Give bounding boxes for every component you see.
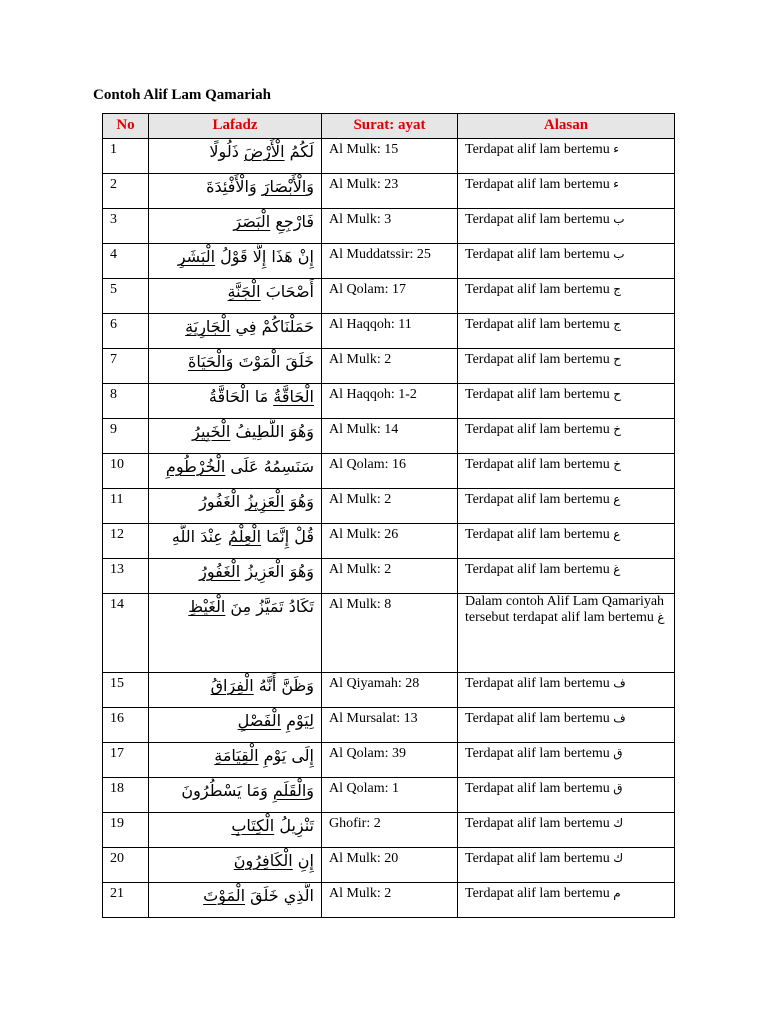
cell-alasan (458, 279, 675, 314)
alasan-letter: ع (613, 527, 621, 541)
lafadz-pre: وَهُوَ اللَّطِيفُ (230, 422, 314, 441)
lafadz-pre: إِنْ هَذَا إِلَّا قَوْلُ (215, 247, 314, 266)
alasan-text: Terdapat alif lam bertemu (465, 387, 610, 402)
lafadz-highlight: الْأَرْضَ (243, 142, 285, 161)
cell-alasan (458, 314, 675, 349)
lafadz-highlight: الْأَبْصَارَ (261, 177, 307, 196)
alasan-letter: م (613, 886, 621, 900)
cell-no: 10 (103, 454, 149, 489)
alasan-letter: ف (613, 676, 626, 690)
table-row (103, 883, 675, 918)
cell-no: 1 (103, 139, 149, 174)
alasan-text: Terdapat alif lam bertemu (465, 422, 610, 437)
lafadz-pre: وَ (306, 781, 314, 800)
table-row (103, 454, 675, 489)
table-row (103, 314, 675, 349)
alasan-letter: ح (613, 352, 622, 366)
table-row (103, 594, 675, 673)
cell-lafadz (149, 209, 322, 244)
cell-alasan (458, 419, 675, 454)
cell-surat: Al Qolam: 1 (322, 778, 458, 813)
lafadz-pre: الَّذِي خَلَقَ (245, 886, 314, 905)
alasan-text: Terdapat alif lam bertemu (465, 492, 610, 507)
lafadz-post: الْغَفُورُ (199, 492, 246, 511)
lafadz-highlight: الْقِيَامَةِ (214, 746, 259, 765)
lafadz-highlight: الْعِلْمُ (228, 527, 262, 546)
lafadz-highlight: الْحَاقَّةُ (273, 387, 314, 406)
cell-no: 7 (103, 349, 149, 384)
cell-lafadz (149, 314, 322, 349)
lafadz-highlight: الْكَافِرُونَ (233, 851, 293, 870)
table-row (103, 524, 675, 559)
lafadz-pre: لَكُمُ (284, 142, 314, 161)
cell-alasan (458, 778, 675, 813)
lafadz-pre: تَنْزِيلُ (274, 816, 314, 835)
cell-lafadz (149, 883, 322, 918)
cell-alasan (458, 209, 675, 244)
alasan-text: Terdapat alif lam bertemu (465, 212, 610, 227)
header-alasan: Alasan (458, 114, 675, 139)
alasan-letter: ك (613, 851, 624, 865)
cell-lafadz (149, 174, 322, 209)
table-row (103, 743, 675, 778)
cell-lafadz (149, 524, 322, 559)
alasan-text: Terdapat alif lam bertemu (465, 711, 610, 726)
examples-table (102, 113, 675, 918)
alasan-text: Terdapat alif lam bertemu (465, 352, 610, 367)
lafadz-highlight: الْفَصْلِ (237, 711, 282, 730)
cell-lafadz (149, 279, 322, 314)
lafadz-post: وَمَا يَسْطُرُونَ (181, 781, 273, 800)
cell-alasan (458, 594, 675, 673)
header-surat: Surat: ayat (322, 114, 458, 139)
cell-surat: Al Haqqoh: 11 (322, 314, 458, 349)
lafadz-pre: خَلَقَ الْمَوْتَ وَ (225, 352, 314, 371)
cell-no: 14 (103, 594, 149, 673)
cell-no: 13 (103, 559, 149, 594)
alasan-letter: ج (613, 282, 622, 296)
cell-alasan (458, 883, 675, 918)
cell-alasan (458, 848, 675, 883)
cell-alasan (458, 559, 675, 594)
cell-no: 16 (103, 708, 149, 743)
cell-no: 4 (103, 244, 149, 279)
cell-surat: Al Mursalat: 13 (322, 708, 458, 743)
cell-lafadz (149, 384, 322, 419)
lafadz-highlight: الْفِرَاقُ (210, 676, 254, 695)
table-row (103, 419, 675, 454)
cell-lafadz (149, 813, 322, 848)
alasan-text: Terdapat alif lam bertemu (465, 282, 610, 297)
lafadz-highlight: الْكِتَابِ (231, 816, 275, 835)
header-no: No (103, 114, 149, 139)
alasan-letter: ب (613, 247, 625, 261)
alasan-letter: ق (613, 746, 623, 760)
table-row (103, 673, 675, 708)
cell-no: 5 (103, 279, 149, 314)
alasan-text: Terdapat alif lam bertemu (465, 527, 610, 542)
lafadz-pre: تَكَادُ تَمَيَّزُ مِنَ (225, 597, 314, 616)
cell-surat: Al Mulk: 26 (322, 524, 458, 559)
cell-surat: Al Mulk: 2 (322, 489, 458, 524)
cell-lafadz (149, 139, 322, 174)
lafadz-highlight: الْغَيْظِ (188, 597, 226, 616)
lafadz-pre: لِيَوْمِ (281, 711, 314, 730)
cell-alasan (458, 673, 675, 708)
lafadz-post: ذَلُولًا (209, 142, 244, 161)
cell-lafadz (149, 673, 322, 708)
alasan-text: Terdapat alif lam bertemu (465, 746, 610, 761)
cell-surat: Ghofir: 2 (322, 813, 458, 848)
alasan-text: Terdapat alif lam bertemu (465, 886, 610, 901)
alasan-letter: غ (613, 562, 621, 576)
lafadz-pre: إِنِ (292, 851, 314, 870)
alasan-text: Terdapat alif lam bertemu (465, 781, 610, 796)
alasan-text: Terdapat alif lam bertemu (465, 142, 610, 157)
lafadz-pre: قُلْ إِنَّمَا (261, 527, 314, 546)
cell-alasan (458, 139, 675, 174)
lafadz-pre: حَمَلْنَاكُمْ فِي (230, 317, 314, 336)
cell-surat: Al Mulk: 23 (322, 174, 458, 209)
alasan-text: Terdapat alif lam bertemu (465, 317, 610, 332)
document-title: Contoh Alif Lam Qamariah (93, 87, 271, 103)
cell-surat: Al Mulk: 2 (322, 883, 458, 918)
cell-lafadz (149, 743, 322, 778)
alasan-letter: ح (613, 387, 622, 401)
lafadz-post: مَا الْحَاقَّةُ (208, 387, 274, 406)
table-row (103, 384, 675, 419)
cell-no: 8 (103, 384, 149, 419)
lafadz-highlight: الْحَيَاةَ (187, 352, 226, 371)
lafadz-pre: وَظَنَّ أَنَّهُ (253, 676, 314, 695)
cell-no: 15 (103, 673, 149, 708)
lafadz-pre: أَصْحَابَ (260, 282, 314, 301)
cell-surat: Al Mulk: 14 (322, 419, 458, 454)
cell-alasan (458, 489, 675, 524)
alasan-letter: ك (613, 816, 624, 830)
cell-alasan (458, 813, 675, 848)
alasan-letter: خ (613, 457, 622, 471)
cell-surat: Al Mulk: 3 (322, 209, 458, 244)
cell-surat: Al Mulk: 20 (322, 848, 458, 883)
cell-surat: Al Mulk: 15 (322, 139, 458, 174)
cell-alasan (458, 174, 675, 209)
alasan-text: Terdapat alif lam bertemu (465, 177, 610, 192)
cell-surat: Al Qiyamah: 28 (322, 673, 458, 708)
table-header-row (103, 114, 675, 139)
table-row (103, 244, 675, 279)
alasan-text: Terdapat alif lam bertemu (465, 676, 610, 691)
alasan-text: Terdapat alif lam bertemu (465, 457, 610, 472)
cell-no: 3 (103, 209, 149, 244)
table-row (103, 813, 675, 848)
lafadz-highlight: الْغَفُورُ (199, 562, 241, 581)
cell-no: 12 (103, 524, 149, 559)
alasan-letter: خ (613, 422, 622, 436)
cell-surat: Al Mulk: 8 (322, 594, 458, 673)
alasan-letter: ع (613, 492, 621, 506)
cell-surat: Al Mulk: 2 (322, 349, 458, 384)
table-body (103, 139, 675, 918)
table-row (103, 139, 675, 174)
cell-lafadz (149, 454, 322, 489)
cell-surat: Al Muddatssir: 25 (322, 244, 458, 279)
cell-surat: Al Qolam: 17 (322, 279, 458, 314)
cell-lafadz (149, 594, 322, 673)
lafadz-highlight: الْبَشَرِ (177, 247, 216, 266)
lafadz-pre: وَهُوَ (284, 492, 314, 511)
cell-alasan (458, 349, 675, 384)
table-row (103, 209, 675, 244)
cell-alasan (458, 743, 675, 778)
lafadz-post: عِنْدَ اللَّهِ (171, 527, 229, 546)
lafadz-highlight: الْجَارِيَةِ (185, 317, 231, 336)
cell-no: 9 (103, 419, 149, 454)
table-row (103, 778, 675, 813)
lafadz-pre: سَنَسِمُهُ عَلَى (225, 457, 314, 476)
alasan-letter: ف (613, 711, 626, 725)
cell-no: 17 (103, 743, 149, 778)
lafadz-post: وَالْأَفْئِدَةَ (206, 177, 262, 196)
cell-no: 20 (103, 848, 149, 883)
cell-no: 19 (103, 813, 149, 848)
alasan-letter: ق (613, 781, 623, 795)
alasan-letter: ب (613, 212, 625, 226)
cell-lafadz (149, 848, 322, 883)
lafadz-pre: إِلَى يَوْمِ (258, 746, 314, 765)
table-row (103, 279, 675, 314)
alasan-letter: ء (613, 177, 619, 191)
lafadz-pre: فَارْجِعِ (270, 212, 314, 231)
cell-alasan (458, 244, 675, 279)
alasan-text: Terdapat alif lam bertemu (465, 562, 610, 577)
lafadz-pre: وَهُوَ الْعَزِيزُ (240, 562, 314, 581)
alasan-letter: ء (613, 142, 619, 156)
table-row (103, 708, 675, 743)
alasan-text: Terdapat alif lam bertemu (465, 851, 610, 866)
alasan-text: Terdapat alif lam bertemu (465, 247, 610, 262)
alasan-text: Dalam contoh Alif Lam Qamariyah tersebut terdapat alif lam bertemu (465, 594, 665, 626)
cell-no: 11 (103, 489, 149, 524)
cell-alasan (458, 708, 675, 743)
cell-lafadz (149, 349, 322, 384)
table-row (103, 174, 675, 209)
cell-no: 21 (103, 883, 149, 918)
alasan-letter: ج (613, 317, 622, 331)
cell-surat: Al Mulk: 2 (322, 559, 458, 594)
cell-lafadz (149, 489, 322, 524)
cell-lafadz (149, 778, 322, 813)
lafadz-highlight: الْعَزِيزُ (245, 492, 285, 511)
cell-lafadz (149, 559, 322, 594)
lafadz-highlight: الْمَوْتَ (203, 886, 246, 905)
table-row (103, 559, 675, 594)
header-lafadz: Lafadz (149, 114, 322, 139)
cell-lafadz (149, 244, 322, 279)
cell-no: 6 (103, 314, 149, 349)
lafadz-pre: وَ (306, 177, 314, 196)
cell-surat: Al Qolam: 39 (322, 743, 458, 778)
cell-alasan (458, 384, 675, 419)
cell-alasan (458, 454, 675, 489)
lafadz-highlight: الْبَصَرَ (233, 212, 271, 231)
table-row (103, 489, 675, 524)
lafadz-highlight: الْخُرْطُومِ (165, 457, 226, 476)
cell-surat: Al Qolam: 16 (322, 454, 458, 489)
alasan-letter: غ (657, 610, 665, 625)
cell-no: 18 (103, 778, 149, 813)
cell-alasan (458, 524, 675, 559)
lafadz-highlight: الْقَلَمِ (272, 781, 307, 800)
table-row (103, 848, 675, 883)
cell-lafadz (149, 708, 322, 743)
lafadz-highlight: الْخَبِيرُ (192, 422, 231, 441)
cell-lafadz (149, 419, 322, 454)
alasan-text: Terdapat alif lam bertemu (465, 816, 610, 831)
cell-surat: Al Haqqoh: 1-2 (322, 384, 458, 419)
lafadz-highlight: الْجَنَّةِ (227, 282, 261, 301)
table-row (103, 349, 675, 384)
cell-no: 2 (103, 174, 149, 209)
